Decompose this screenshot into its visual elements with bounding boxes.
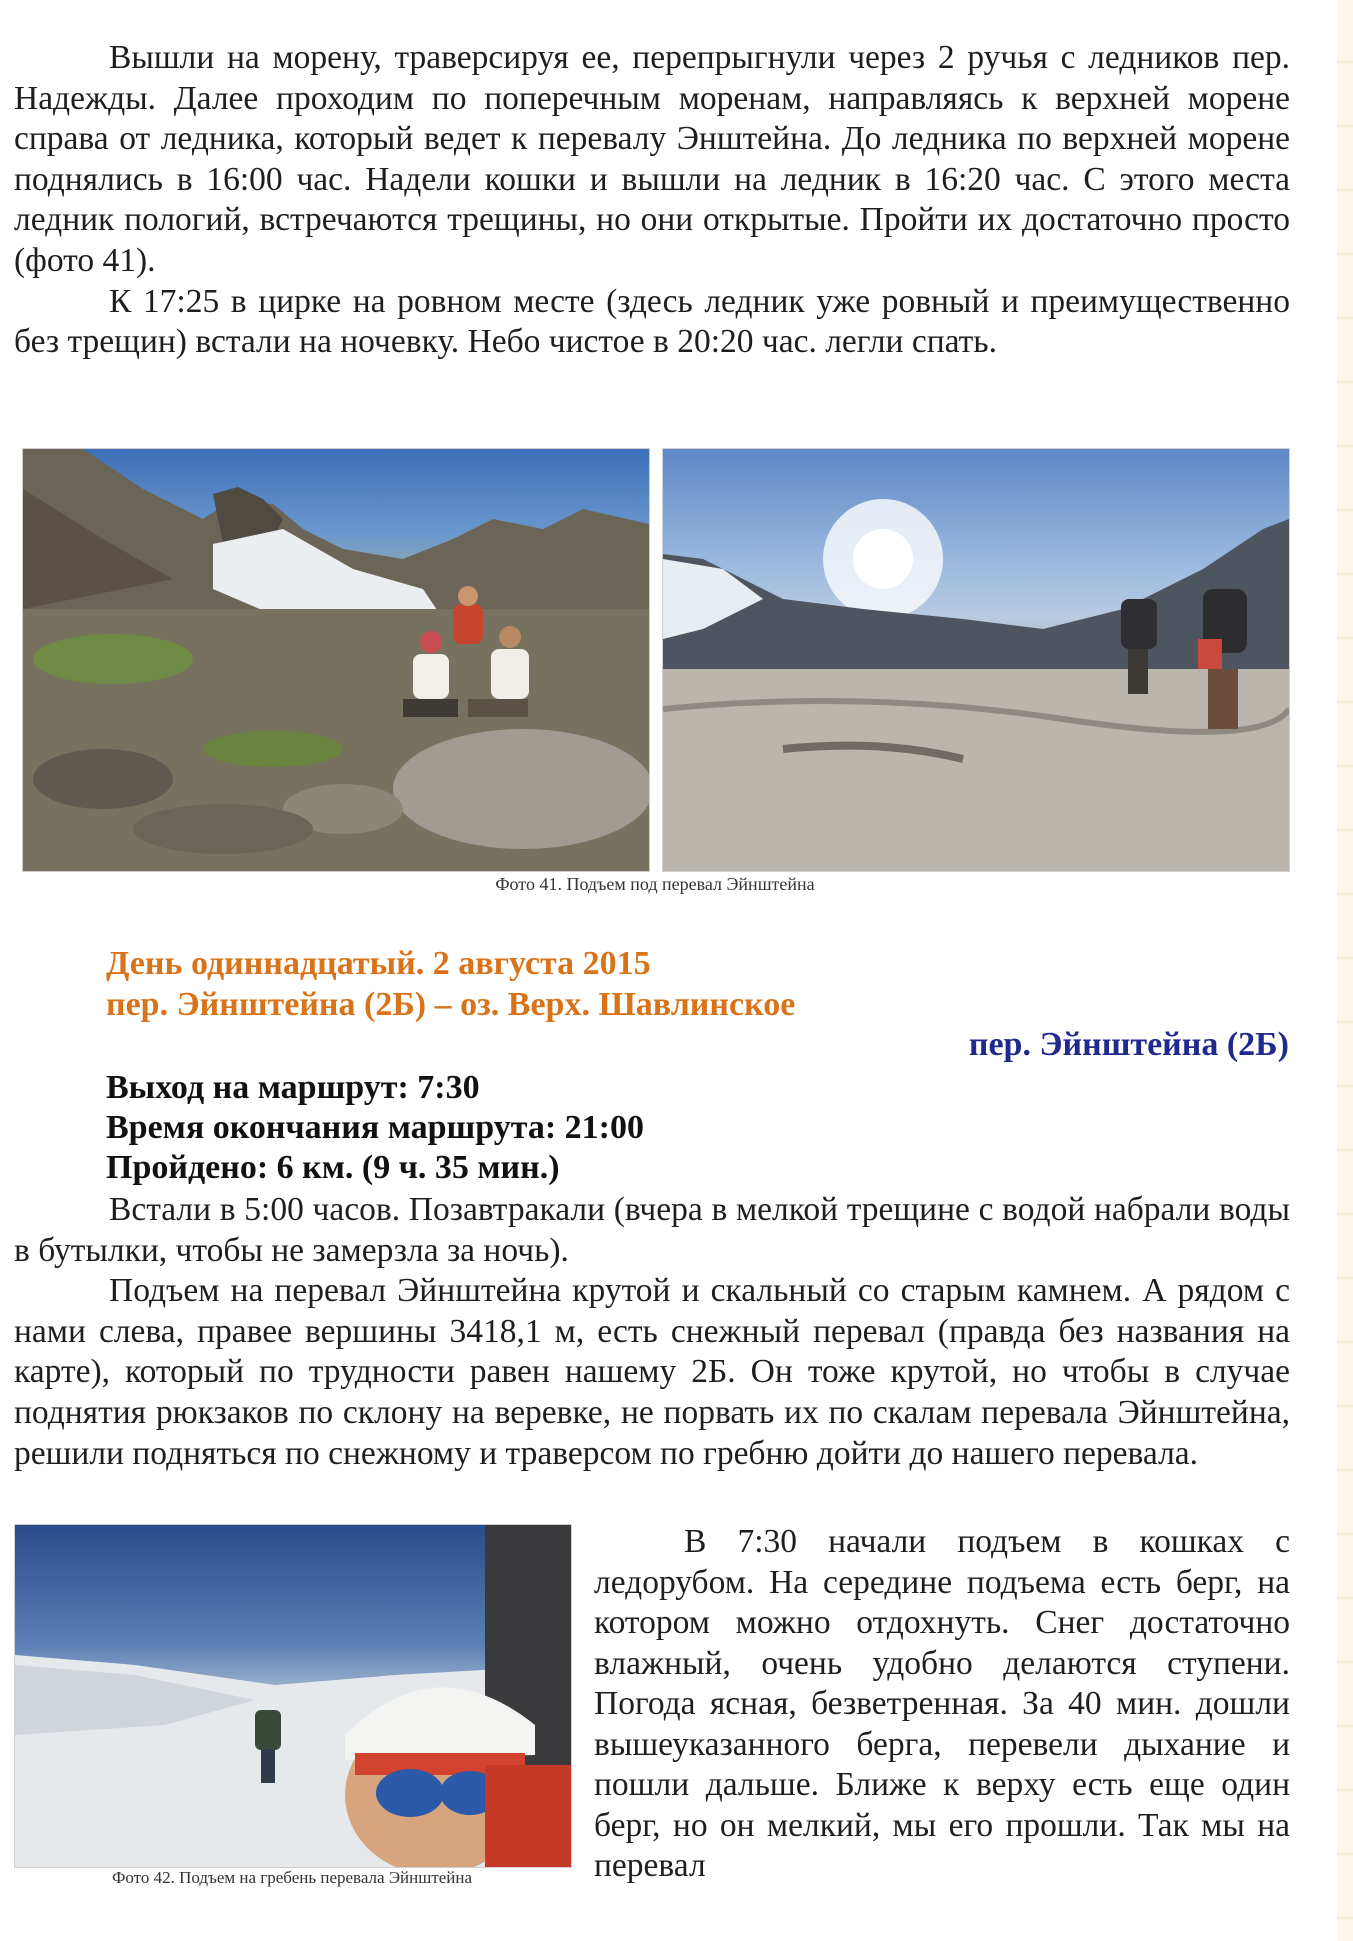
intro-text	[14, 38, 1290, 363]
paragraph: В 7:30 начали подъем в кошках с ледорубом. На середине подъема есть берг, на котором можно отдохнуть. Снег достаточно влажный, очень удобно делаются ступени. Погода ясная, безветренная. За 40 мин. дошли вышеуказанного берга, перевели дыхание и пошли дальше. Ближе к верху есть еще один берг, но он мелкий, мы его прошли. Так мы на перевал	[594, 1523, 1290, 1884]
photo-42-caption: Фото 42. Подъем на гребень перевала Эйнштейна	[111, 1868, 473, 1887]
paragraph: Подъем на перевал Эйнштейна крутой и скальный со старым камнем. А рядом с нами слева, правее вершины 3418,1 м, есть снежный перевал (правда без названия на карте), который по трудности равен нашему 2Б. Он тоже крутой, но чтобы в случае поднятия рюкзаков по склону на веревке, не порвать их по скалам перевала Эйнштейна, решили подняться по снежному и траверсом по гребню дойти до нашего перевала.	[14, 1272, 1290, 1472]
section-heading: пер. Эйнштейна (2Б)	[968, 1026, 1289, 1063]
photo-42-snow-ridge-selfie	[14, 1524, 572, 1868]
decorative-border	[1337, 0, 1353, 1941]
photo-41-caption: Фото 41. Подъем под перевал Эйнштейна	[495, 874, 815, 894]
day-heading: День одиннадцатый. 2 августа 2015	[106, 945, 651, 982]
day-text	[14, 1190, 1290, 1474]
stat-distance: Пройдено: 6 км. (9 ч. 35 мин.)	[106, 1149, 560, 1186]
paragraph: К 17:25 в цирке на ровном месте (здесь ледник уже ровный и преимущественно без трещин) встали на ночевку. Небо чистое в 20:20 час. легли спать.	[14, 282, 1290, 361]
stat-start-time: Выход на маршрут: 7:30	[106, 1069, 480, 1106]
photo-41-group-on-moraine	[22, 448, 650, 872]
side-text	[594, 1522, 1290, 1887]
stat-end-time: Время окончания маршрута: 21:00	[106, 1109, 644, 1146]
paragraph: Встали в 5:00 часов. Позавтракали (вчера в мелкой трещине с водой набрали воды в бутылки, чтобы не замерзла за ночь).	[14, 1191, 1290, 1269]
photo-41-climbers-on-glacier	[662, 448, 1290, 872]
paragraph: Вышли на морену, траверсируя ее, перепрыгнули через 2 ручья с ледников пер. Надежды. Далее проходим по поперечным моренам, направляясь к верхней морене справа от ледника, который ведет к перевалу Энштейна. До ледника по верхней морене поднялись в 16:00 час. Надели кошки и вышли на ледник в 16:20 час. С этого места ледник пологий, встречаются трещины, но они открытые. Пройти их достаточно просто (фото 41).	[14, 39, 1290, 279]
route-heading: пер. Эйнштейна (2Б) – оз. Верх. Шавлинское	[106, 986, 796, 1023]
